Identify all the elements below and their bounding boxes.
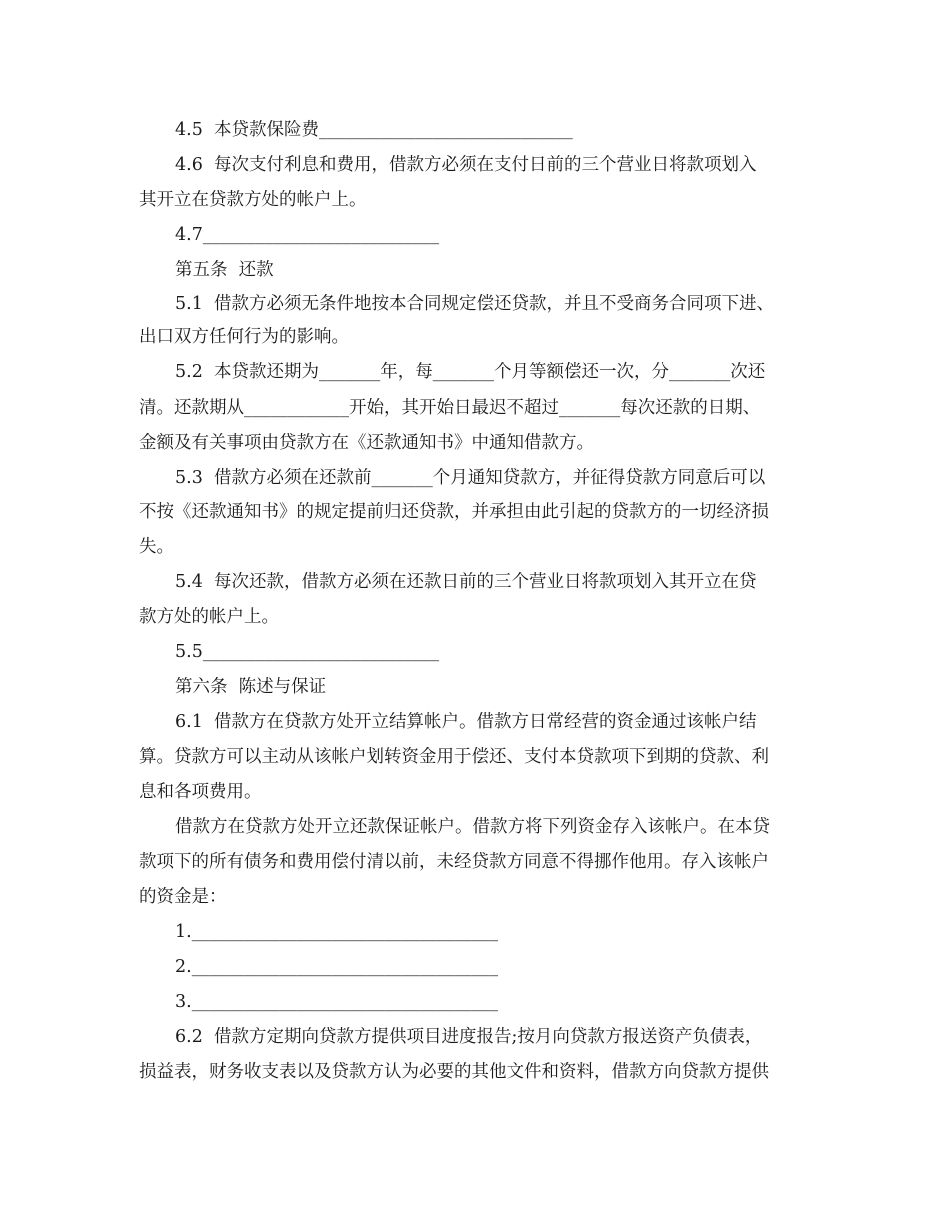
- clause-5-3: 5.3 借款方必须在还款前_______个月通知贷款方，并征得贷款方同意后可以: [175, 468, 766, 488]
- clause-6-1: 6.1 借款方在贷款方处开立结算帐户。借款方日常经营的资金通过该帐户结: [175, 712, 757, 732]
- fund-item-1: 1.___________________________________: [175, 922, 498, 942]
- clause-4-5: 4.5 本贷款保险费_____________________________: [175, 120, 573, 140]
- guarantee-account-para-cont-2: 的资金是：: [139, 887, 227, 907]
- clause-6-1-cont-1: 算。贷款方可以主动从该帐户划转资金用于偿还、支付本贷款项下到期的贷款、利: [139, 747, 769, 767]
- clause-4-6: 4.6 每次支付利息和费用，借款方必须在支付日前的三个营业日将款项划入: [175, 155, 757, 175]
- fund-item-3: 3.___________________________________: [175, 992, 498, 1012]
- article-6-heading: 第六条 陈述与保证: [175, 677, 327, 697]
- fund-item-2: 2.___________________________________: [175, 957, 498, 977]
- article-5-heading: 第五条 还款: [175, 260, 274, 280]
- clause-5-1-cont: 出口双方任何行为的影响。: [139, 327, 349, 347]
- clause-5-1: 5.1 借款方必须无条件地按本合同规定偿还贷款，并且不受商务合同项下进、: [175, 294, 774, 314]
- clause-5-3-cont-2: 失。: [139, 537, 174, 557]
- clause-5-2-cont-1: 清。还款期从____________开始，其开始日最迟不超过_______每次还款的日期、: [139, 398, 761, 418]
- guarantee-account-para: 借款方在贷款方处开立还款保证帐户。借款方将下列资金存入该帐户。在本贷: [175, 817, 770, 837]
- clause-4-6-cont: 其开立在贷款方处的帐户上。: [139, 190, 367, 210]
- clause-5-4-cont: 款方处的帐户上。: [139, 607, 279, 627]
- clause-4-7: 4.7___________________________: [175, 225, 440, 245]
- clause-5-2: 5.2 本贷款还期为_______年，每_______个月等额偿还一次，分_______次还: [175, 362, 766, 382]
- clause-6-2-cont: 损益表，财务收支表以及贷款方认为必要的其他文件和资料，借款方向贷款方提供: [139, 1062, 769, 1082]
- clause-6-1-cont-2: 息和各项费用。: [139, 782, 262, 802]
- clause-5-4: 5.4 每次还款，借款方必须在还款日前的三个营业日将款项划入其开立在贷: [175, 572, 757, 592]
- clause-5-3-cont-1: 不按《还款通知书》的规定提前归还贷款，并承担由此引起的贷款方的一切经济损: [139, 502, 769, 522]
- clause-5-2-cont-2: 金额及有关事项由贷款方在《还款通知书》中通知借款方。: [139, 433, 594, 453]
- guarantee-account-para-cont-1: 款项下的所有债务和费用偿付清以前，未经贷款方同意不得挪作他用。存入该帐户: [139, 852, 769, 872]
- clause-6-2: 6.2 借款方定期向贷款方提供项目进度报告;按月向贷款方报送资产负债表，: [175, 1027, 763, 1047]
- clause-5-5: 5.5___________________________: [175, 642, 440, 662]
